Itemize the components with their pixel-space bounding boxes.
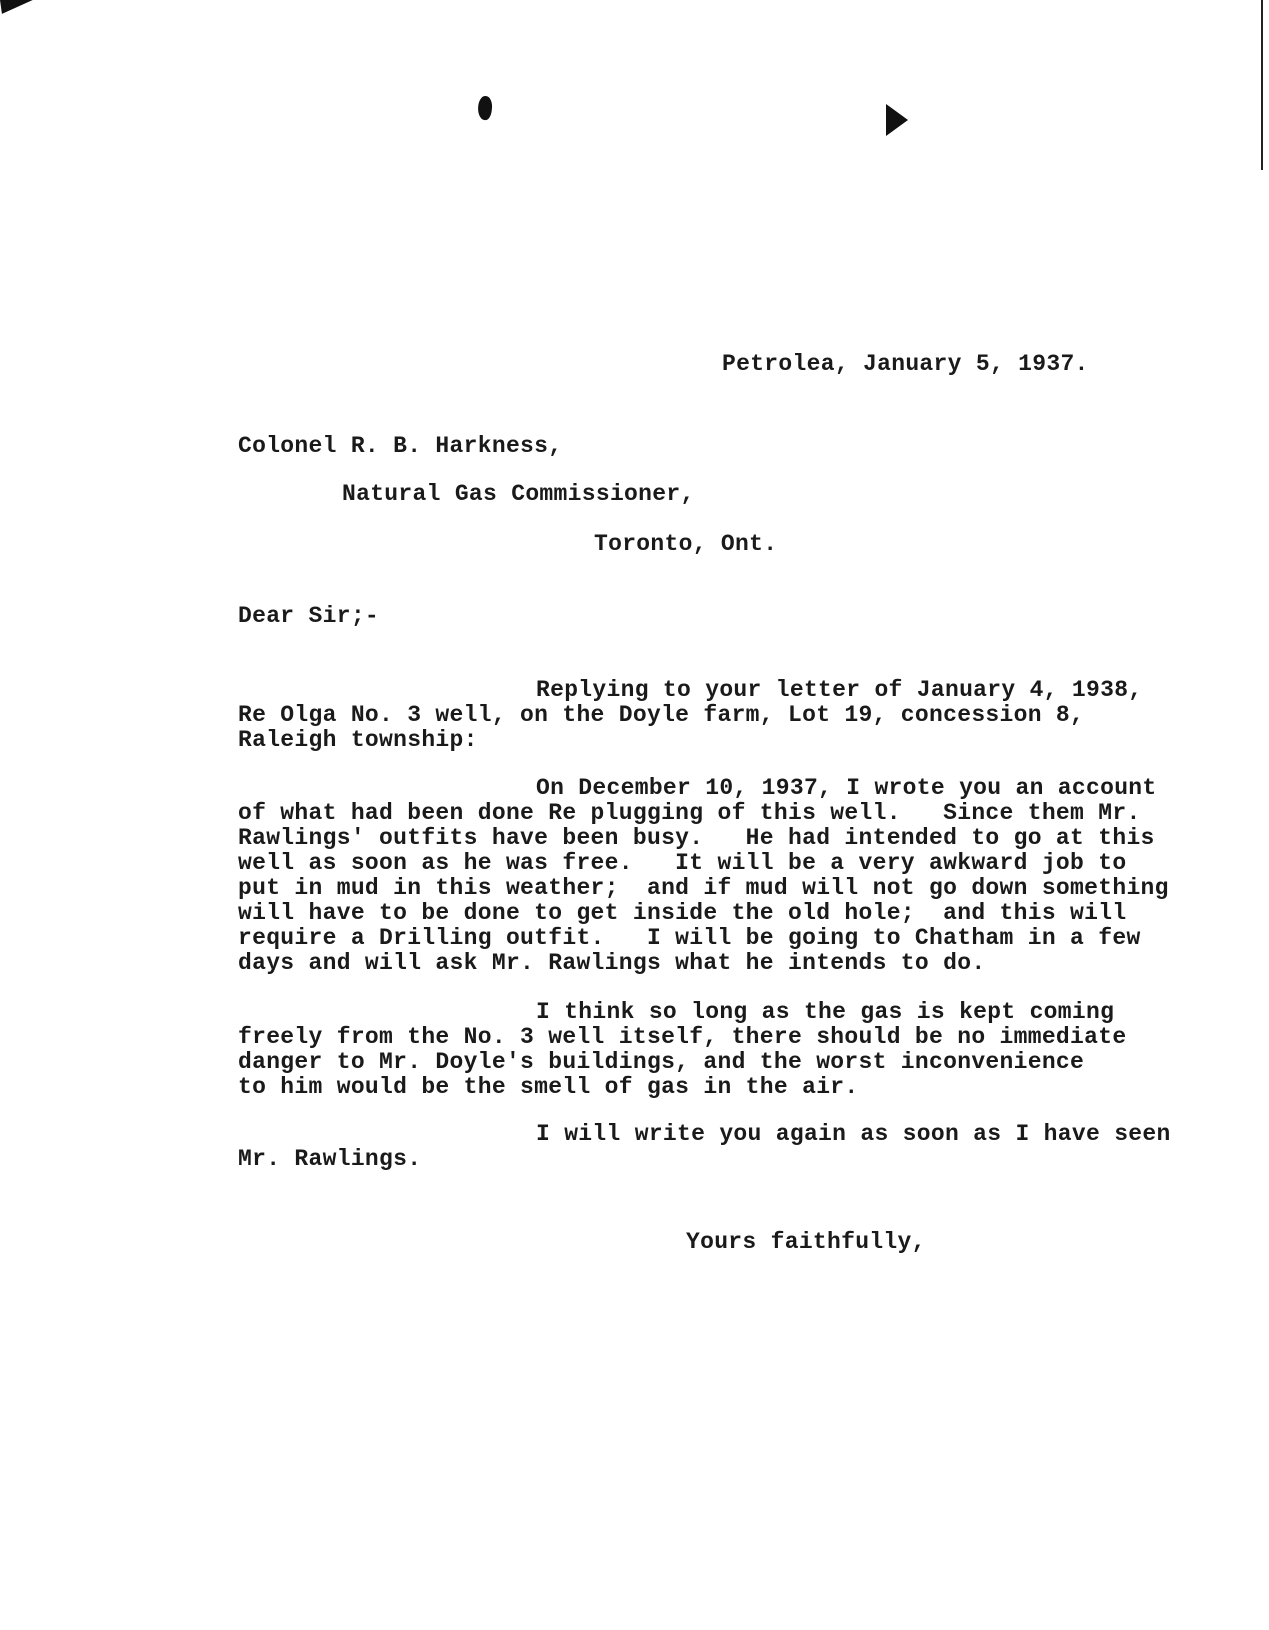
paragraph-line: I will write you again as soon as I have seen xyxy=(536,1121,1171,1147)
paragraph-line: well as soon as he was free. It will be a very awkward job to xyxy=(238,850,1127,876)
paragraph-line: will have to be done to get inside the old hole; and this will xyxy=(238,900,1127,926)
paragraph-line: freely from the No. 3 well itself, there should be no immediate xyxy=(238,1024,1127,1050)
salutation: Dear Sir;- xyxy=(238,603,380,629)
paragraph-line: danger to Mr. Doyle's buildings, and the worst inconvenience xyxy=(238,1049,1085,1075)
punch-hole-mark-left xyxy=(476,95,493,121)
paragraph-line: put in mud in this weather; and if mud will not go down something xyxy=(238,875,1169,901)
paragraph-line: On December 10, 1937, I wrote you an account xyxy=(536,775,1157,801)
paragraph-line: Replying to your letter of January 4, 1938, xyxy=(536,677,1143,703)
paragraph-line: of what had been done Re plugging of this well. Since them Mr. xyxy=(238,800,1141,826)
paragraph-line: to him would be the smell of gas in the air. xyxy=(238,1074,859,1100)
scan-edge-mark xyxy=(0,0,49,14)
paragraph-line: days and will ask Mr. Rawlings what he intends to do. xyxy=(238,950,986,976)
recipient-name: Colonel R. B. Harkness, xyxy=(238,433,563,459)
date-line: Petrolea, January 5, 1937. xyxy=(722,351,1089,377)
recipient-title: Natural Gas Commissioner, xyxy=(342,481,695,507)
paragraph-line: Rawlings' outfits have been busy. He had intended to go at this xyxy=(238,825,1155,851)
closing: Yours faithfully, xyxy=(686,1229,926,1255)
paragraph-line: I think so long as the gas is kept coming xyxy=(536,999,1115,1025)
punch-hole-mark-right xyxy=(886,104,908,136)
paragraph-line: require a Drilling outfit. I will be going to Chatham in a few xyxy=(238,925,1141,951)
paragraph-line: Raleigh township: xyxy=(238,727,478,753)
paragraph-line: Mr. Rawlings. xyxy=(238,1146,422,1172)
scan-edge-line xyxy=(1261,0,1263,170)
paragraph-line: Re Olga No. 3 well, on the Doyle farm, Lot 19, concession 8, xyxy=(238,702,1085,728)
recipient-city: Toronto, Ont. xyxy=(594,531,778,557)
